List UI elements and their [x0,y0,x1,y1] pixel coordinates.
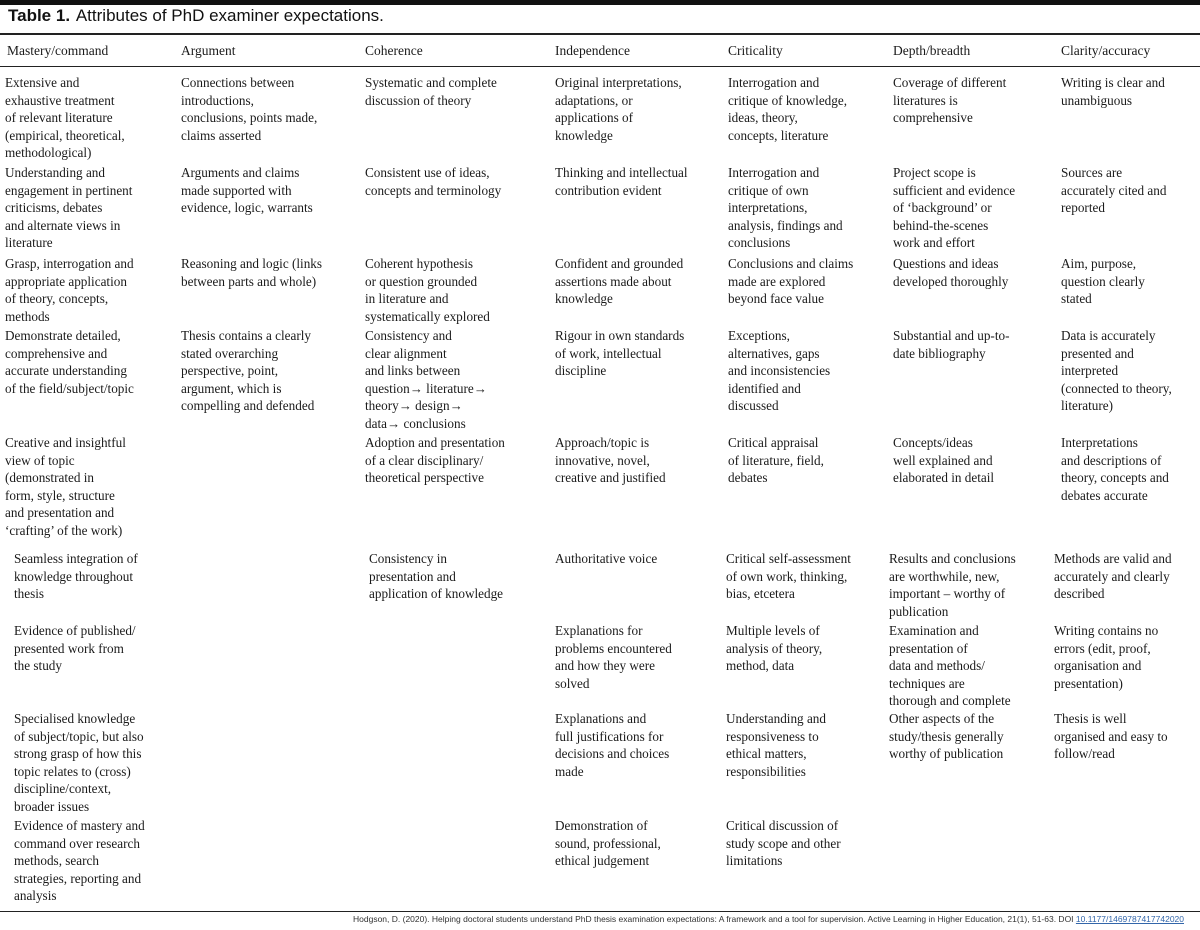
table-cell: Coherent hypothesis or question grounded in literature and systematically explored [365,256,490,324]
table-cell: Examination and presentation of data and methods/ techniques are thorough and complete [889,623,1011,709]
table-cell: Interrogation and critique of own interpretations, analysis, findings and conclusions [728,165,843,251]
table-cell: Approach/topic is innovative, novel, creative and justified [555,435,666,486]
table-caption [8,5,384,27]
table-cell: Sources are accurately cited and reported [1061,165,1167,216]
table-cell: Interrogation and critique of knowledge, ideas, theory, concepts, literature [728,75,848,143]
table-cell: Adoption and presentation of a clear disciplinary/ theoretical perspective [365,435,505,486]
table-cell: Thesis contains a clearly stated overarching perspective, point, argument, which is compelling and defended [181,328,315,414]
table-cell: Explanations for problems encountered and how they were solved [555,623,672,691]
table-cell: Authoritative voice [555,551,658,566]
table-cell: Thesis is well organised and easy to follow/read [1054,711,1168,762]
table-cell: Consistent use of ideas, concepts and terminology [365,165,502,198]
table-cell: Explanations and full justifications for decisions and choices made [555,711,670,779]
table-title: Attributes of PhD examiner expectations. [75,6,384,25]
table-cell: Interpretations and descriptions of theory, concepts and debates accurate [1061,435,1169,503]
table-cell: Connections between introductions, conclusions, points made, claims asserted [181,75,318,143]
table-cell: Seamless integration of knowledge throughout thesis [14,551,138,602]
table-cell: Reasoning and logic (links between parts and whole) [181,256,323,289]
column-header-coherence: Coherence [365,43,423,58]
column-header-mastery: Mastery/command [7,43,109,58]
table-cell: Understanding and engagement in pertinent criticisms, debates and alternate views in literature [5,165,133,251]
table-cell: Concepts/ideas well explained and elaborated in detail [893,435,995,486]
table-cell: Evidence of mastery and command over research methods, search strategies, reporting and analysis [14,818,145,904]
table-cell: Writing is clear and unambiguous [1061,75,1165,108]
table-label: Table 1. [8,6,71,25]
table-cell: Evidence of published/ presented work from the study [14,623,136,674]
table-cell: Critical appraisal of literature, field, debates [728,435,824,486]
table-cell: Exceptions, alternatives, gaps and inconsistencies identified and discussed [728,328,831,414]
table-cell: Arguments and claims made supported with evidence, logic, warrants [181,165,313,216]
table-cell: Original interpretations, adaptations, or applications of knowledge [555,75,682,143]
column-header-depth: Depth/breadth [893,43,971,58]
table-cell: Understanding and responsiveness to ethical matters, responsibilities [726,711,826,779]
table-cell: Rigour in own standards of work, intellectual discipline [555,328,685,379]
table-cell: Coverage of different literatures is comprehensive [893,75,1007,126]
table-cell: Grasp, interrogation and appropriate application of theory, concepts, methods [5,256,134,324]
column-header-clarity: Clarity/accuracy [1061,43,1151,58]
column-header-independence: Independence [555,43,630,58]
table-cell: Multiple levels of analysis of theory, method, data [726,623,823,674]
citation-text: Hodgson, D. (2020). Helping doctoral students understand PhD thesis examination expectations: A framework and a tool for supervision. Active Learning in Higher Education, 21(1), 51-63. DOI [353,914,1076,924]
table-cell: Consistency and clear alignment and links between question→ literature→ theory→ design→ data→ conclusions [365,328,487,431]
table-cell: Demonstrate detailed, comprehensive and accurate understanding of the field/subject/topic [5,328,134,396]
table-cell: Systematic and complete discussion of theory [365,75,497,108]
table-cell: Specialised knowledge of subject/topic, but also strong grasp of how this topic relates to (cross) discipline/context, broader issues [14,711,144,814]
table-cell: Critical discussion of study scope and other limitations [726,818,841,869]
table-cell: Methods are valid and accurately and clearly described [1054,551,1172,602]
table-cell: Data is accurately presented and interpreted (connected to theory, literature) [1061,328,1172,414]
header-bottom-rule [0,66,1200,67]
table-cell: Consistency in presentation and application of knowledge [369,551,504,602]
column-header-argument: Argument [181,43,236,58]
table-cell: Other aspects of the study/thesis generally worthy of publication [889,711,1004,762]
table-cell: Questions and ideas developed thoroughly [893,256,1009,289]
table-cell: Results and conclusions are worthwhile, new, important – worthy of publication [889,551,1016,619]
table-cell: Thinking and intellectual contribution evident [555,165,688,198]
table-cell: Project scope is sufficient and evidence of ‘background’ or behind-the-scenes work and effort [893,165,1016,251]
table-cell: Confident and grounded assertions made about knowledge [555,256,684,307]
table-cell: Writing contains no errors (edit, proof, organisation and presentation) [1054,623,1159,691]
table-cell: Demonstration of sound, professional, ethical judgement [555,818,661,869]
table-cell: Extensive and exhaustive treatment of relevant literature (empirical, theoretical, methodological) [5,75,125,161]
table-bottom-rule [0,911,1200,912]
table-cell: Substantial and up-to- date bibliography [893,328,1010,361]
table-cell: Conclusions and claims made are explored beyond face value [728,256,854,307]
header-top-rule [0,33,1200,35]
table-cell: Critical self-assessment of own work, thinking, bias, etcetera [726,551,851,602]
doi-link[interactable]: 10.1177/1469787417742020 [1075,914,1184,924]
table-cell: Aim, purpose, question clearly stated [1061,256,1145,307]
citation-footer [0,913,1184,925]
table-cell: Creative and insightful view of topic (demonstrated in form, style, structure and presentation and ‘crafting’ of the work) [5,435,126,538]
column-header-criticality: Criticality [728,43,783,58]
